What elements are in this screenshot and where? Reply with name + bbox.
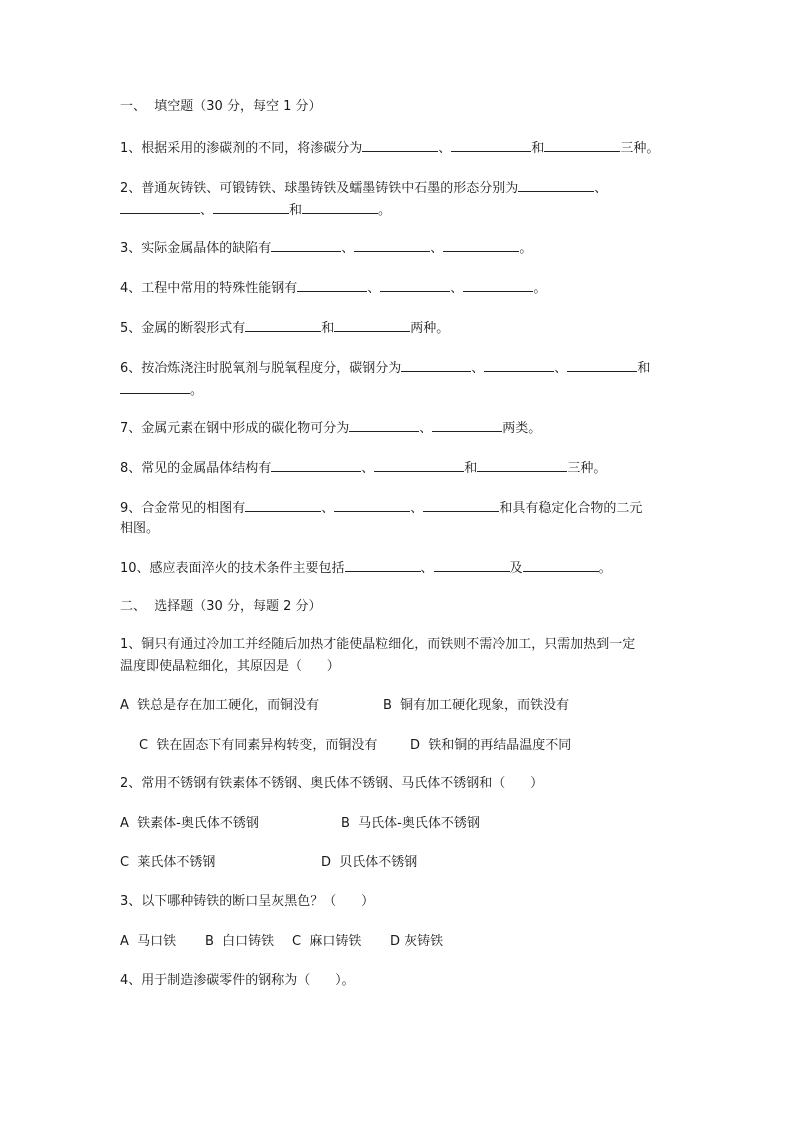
- answer-blank: [477, 458, 567, 472]
- q8-text-b: 、: [361, 461, 375, 476]
- fill-question-7: [120, 418, 541, 438]
- answer-blank: [120, 200, 200, 214]
- answer-blank: [523, 558, 599, 572]
- fill-question-8: [120, 458, 606, 478]
- choice-3-option-d: D 灰铸铁: [390, 934, 444, 949]
- choice-3-option-b: B 白口铸铁: [205, 934, 275, 949]
- choice-3-option-c: C 麻口铸铁: [292, 934, 362, 949]
- answer-blank: [245, 318, 321, 332]
- answer-blank: [297, 278, 367, 292]
- fill-question-5: [120, 318, 449, 338]
- answer-blank: [362, 138, 438, 152]
- q9-text-b: 、: [321, 501, 335, 516]
- q10-text-d: 。: [598, 561, 612, 576]
- q4-text-d: 。: [533, 281, 547, 296]
- q10-text-c: 及: [509, 561, 523, 576]
- q3-text-a: 3、实际金属晶体的缺陷有: [120, 241, 272, 256]
- q7-text-b: 、: [419, 421, 433, 436]
- answer-blank: [349, 418, 419, 432]
- q9-text-a: 9、合金常见的相图有: [120, 501, 246, 516]
- fill-question-2-line-1: [120, 178, 607, 198]
- choice-3-option-a: A 马口铁: [120, 934, 177, 949]
- answer-blank: [334, 498, 410, 512]
- q6-text-d: 和: [637, 361, 651, 376]
- fill-question-9-line-1: [120, 498, 642, 518]
- fill-question-6-line-2: [120, 380, 203, 400]
- answer-blank: [544, 138, 620, 152]
- q4-text-a: 4、工程中常用的特殊性能钢有: [120, 281, 298, 296]
- q10-text-b: 、: [420, 561, 434, 576]
- answer-blank: [374, 458, 464, 472]
- answer-blank: [334, 318, 410, 332]
- fill-question-3: [120, 238, 532, 258]
- q9-text-d: 和具有稳定化合物的二元: [499, 501, 643, 516]
- q8-text-d: 三种。: [567, 461, 607, 476]
- answer-blank: [432, 418, 502, 432]
- fill-question-6-line-1: [120, 358, 650, 378]
- choice-question-3: 3、以下哪种铸铁的断口呈灰黑色？（ ）: [120, 894, 375, 909]
- answer-blank: [380, 278, 450, 292]
- q5-text-b: 和: [321, 321, 335, 336]
- q7-text-c: 两类。: [502, 421, 542, 436]
- q1-text-c: 和: [531, 141, 545, 156]
- q6-text-b: 、: [471, 361, 485, 376]
- answer-blank: [484, 358, 554, 372]
- q8-text-a: 8、常见的金属晶体结构有: [120, 461, 272, 476]
- choice-2-option-d: D 贝氏体不锈钢: [321, 855, 418, 870]
- choice-2-option-a: A 铁素体-奥氏体不锈钢: [120, 816, 259, 831]
- q9-text-e: 相图。: [120, 521, 160, 536]
- answer-blank: [354, 238, 430, 252]
- q2-text-e: 。: [378, 203, 392, 218]
- answer-blank: [302, 200, 378, 214]
- fill-question-4: [120, 278, 546, 298]
- q6-text-e: 。: [190, 383, 204, 398]
- fill-question-9-line-2: [120, 520, 159, 538]
- choice-1-option-a: A 铁总是存在加工硬化，而铜没有: [120, 698, 320, 713]
- answer-blank: [463, 278, 533, 292]
- choice-question-1-line-2: 温度即使晶粒细化，其原因是（ ）: [120, 659, 340, 674]
- q3-text-c: 、: [430, 241, 444, 256]
- fill-question-1: [120, 138, 659, 158]
- answer-blank: [443, 238, 519, 252]
- q7-text-a: 7、金属元素在钢中形成的碳化物可分为: [120, 421, 350, 436]
- q6-text-a: 6、按冶炼浇注时脱氧剂与脱氧程度分，碳钢分为: [120, 361, 402, 376]
- q10-text-a: 10、感应表面淬火的技术条件主要包括: [120, 561, 345, 576]
- q9-text-c: 、: [410, 501, 424, 516]
- choice-2-option-b: B 马氏体-奥氏体不锈钢: [341, 816, 480, 831]
- section-1-title: 一、 填空题（30 分，每空 1 分）: [120, 99, 322, 114]
- answer-blank: [434, 558, 510, 572]
- choice-question-1-line-1: 1、铜只有通过冷加工并经随后加热才能使晶粒细化，而铁则不需冷加工，只需加热到一定: [120, 637, 636, 652]
- choice-1-option-d: D 铁和铜的再结晶温度不同: [410, 738, 572, 753]
- q2-text-d: 和: [289, 203, 303, 218]
- answer-blank: [213, 200, 289, 214]
- section-2-title: 二、 选择题（30 分，每题 2 分）: [120, 599, 322, 614]
- q5-text-a: 5、金属的断裂形式有: [120, 321, 246, 336]
- choice-1-option-b: B 铜有加工硬化现象，而铁没有: [383, 698, 570, 713]
- choice-2-option-c: C 莱氏体不锈钢: [120, 855, 216, 870]
- answer-blank: [567, 358, 637, 372]
- q2-text-a: 2、普通灰铸铁、可锻铸铁、球墨铸铁及蠕墨铸铁中石墨的形态分别为: [120, 181, 519, 196]
- answer-blank: [120, 380, 190, 394]
- q4-text-c: 、: [450, 281, 464, 296]
- choice-question-4: 4、用于制造渗碳零件的钢称为（ ）。: [120, 973, 355, 988]
- q4-text-b: 、: [367, 281, 381, 296]
- q1-text-a: 1、根据采用的渗碳剂的不同，将渗碳分为: [120, 141, 363, 156]
- q8-text-c: 和: [464, 461, 478, 476]
- answer-blank: [518, 178, 594, 192]
- q6-text-c: 、: [554, 361, 568, 376]
- q2-text-b: 、: [594, 181, 608, 196]
- answer-blank: [271, 238, 341, 252]
- answer-blank: [423, 498, 499, 512]
- choice-question-2: 2、常用不锈钢有铁素体不锈钢、奥氏体不锈钢、马氏体不锈钢和（ ）: [120, 776, 544, 791]
- answer-blank: [401, 358, 471, 372]
- answer-blank: [451, 138, 531, 152]
- q2-text-c: 、: [200, 203, 214, 218]
- fill-question-10: [120, 558, 612, 578]
- answer-blank: [245, 498, 321, 512]
- fill-question-2-line-2: [120, 200, 391, 220]
- choice-1-option-c: C 铁在固态下有同素异构转变，而铜没有: [139, 738, 378, 753]
- q3-text-d: 。: [519, 241, 533, 256]
- q5-text-c: 两种。: [410, 321, 450, 336]
- q1-text-d: 三种。: [620, 141, 660, 156]
- q1-text-b: 、: [438, 141, 452, 156]
- answer-blank: [345, 558, 421, 572]
- q3-text-b: 、: [341, 241, 355, 256]
- answer-blank: [271, 458, 361, 472]
